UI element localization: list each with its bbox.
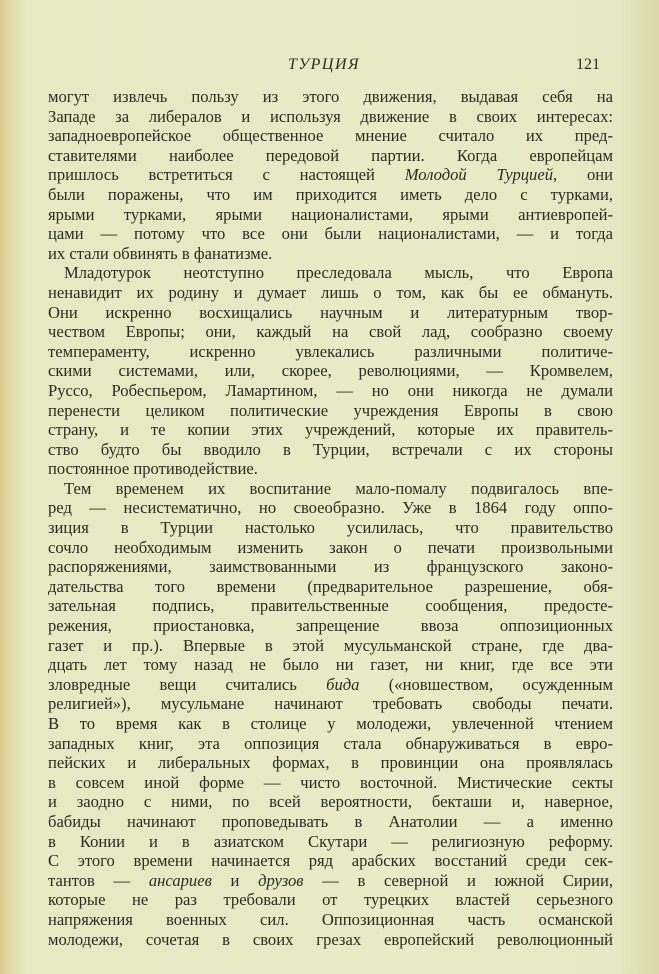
text-segment: религией»), мусульмане начинают требовать свободы печати.: [48, 694, 613, 714]
italic-term: бида: [326, 674, 360, 694]
text-line: [48, 263, 613, 283]
text-segment: Младотурок неотступно преследовала мысль, что Европа: [64, 263, 613, 283]
text-segment: западноевропейское общественное мнение считало их пред-: [48, 126, 613, 146]
text-line: [48, 165, 613, 185]
text-line: [48, 871, 613, 891]
text-segment: газет и пр.). Впервые в этой мусульманской стране, где два-: [48, 635, 613, 655]
text-line: [48, 910, 613, 930]
text-segment: и заодно с ними, по всей вероятности, бекташи и, наверное,: [48, 792, 613, 812]
text-line: [48, 714, 613, 734]
text-segment: режения, приостановка, запрещение ввоза оппозиционных: [48, 616, 613, 636]
paragraph: [48, 263, 613, 479]
text-segment: темпераменту, искренно увлекались различными политиче-: [48, 341, 613, 361]
text-segment: дцать лет тому назад не было ни газет, ни книг, где все эти: [48, 655, 613, 675]
text-line: [48, 675, 613, 695]
text-segment: чеством Европы; они, каждый на свой лад, сообразно своему: [48, 322, 613, 342]
text-line: [48, 322, 613, 342]
text-segment: ненавидит их родину и думает лишь о том, как бы ее обмануть.: [48, 282, 613, 302]
text-segment: тантов —: [48, 870, 149, 890]
text-segment: бабиды начинают проповедывать в Анатолии — а именно: [48, 811, 613, 831]
text-segment: ство будто бы вводило в Турции, встречали с их стороны: [48, 439, 613, 459]
text-segment: Руссо, Робеспьером, Ламартином, — но они никогда не думали: [48, 380, 613, 400]
text-line: [48, 420, 613, 440]
text-line: [48, 459, 613, 479]
running-header: [48, 56, 600, 78]
text-line: [48, 146, 613, 166]
text-segment: зиция в Турции настолько усилилась, что правительство: [48, 518, 613, 538]
text-segment: западных книг, эта оппозиция стала обнаруживаться в евро-: [48, 733, 613, 753]
italic-term: Молодой Турцией: [404, 165, 554, 185]
text-line: [48, 518, 613, 538]
text-segment: зательная подпись, правительственные сообщения, предосте-: [48, 596, 613, 616]
text-segment: напряжения военных сил. Оппозиционная часть османской: [48, 909, 613, 929]
text-line: [48, 792, 613, 812]
text-segment: С этого времени начинается ряд арабских восстаний среди сек-: [48, 851, 613, 871]
text-segment: постоянное противодействие.: [48, 459, 258, 479]
text-segment: Они искренно восхищались научным и литературным твор-: [48, 302, 613, 322]
text-segment: были поражены, что им приходится иметь дело с турками,: [48, 184, 613, 204]
text-segment: Западе за либералов и используя движение в своих интересах:: [48, 106, 613, 126]
text-line: [48, 773, 613, 793]
text-segment: которые не раз требовали от турецких властей серьезного: [48, 890, 613, 910]
text-line: [48, 694, 613, 714]
text-line: [48, 655, 613, 675]
running-title: ТУРЦИЯ: [287, 56, 361, 73]
text-line: [48, 440, 613, 460]
text-segment: страну, и те копии этих учреждений, которые их правитель-: [48, 420, 613, 440]
text-line: [48, 303, 613, 323]
text-line: [48, 361, 613, 381]
text-line: [48, 930, 613, 950]
text-line: [48, 126, 613, 146]
text-segment: ставителями наиболее передовой партии. Когда европейцам: [48, 145, 613, 165]
text-line: [48, 812, 613, 832]
italic-term: ансариев: [148, 870, 212, 890]
text-line: [48, 87, 613, 107]
text-line: [48, 224, 613, 244]
text-segment: пейских и либеральных формах, в провинции она проявлялась: [48, 753, 613, 773]
text-segment: ярыми турками, ярыми националистами, ярыми антиевропей-: [48, 204, 613, 224]
text-line: [48, 185, 613, 205]
paragraph: [48, 479, 613, 949]
text-line: [48, 498, 613, 518]
text-segment: могут извлечь пользу из этого движения, выдавая себя на: [48, 87, 613, 106]
text-segment: В то время как в столице у молодежи, увлеченной чтением: [48, 714, 613, 733]
text-line: [48, 577, 613, 597]
text-line: [48, 205, 613, 225]
text-segment: дательства того времени (предварительное разрешение, обя-: [48, 576, 613, 596]
text-segment: («новшеством, осужденным: [359, 674, 613, 694]
text-line: [48, 538, 613, 558]
text-line: [48, 734, 613, 754]
text-line: [48, 342, 613, 362]
text-segment: ред — несистематично, но своеобразно. Уже в 1864 году оппо-: [48, 498, 613, 518]
text-line: [48, 401, 613, 421]
text-segment: сочло необходимым изменить закон о печати произвольными: [48, 537, 613, 557]
italic-term: друзов: [258, 870, 304, 890]
text-line: [48, 244, 613, 264]
text-segment: в совсем иной форме — чисто восточной. Мистические секты: [48, 772, 613, 792]
text-line: [48, 596, 613, 616]
text-line: [48, 283, 613, 303]
text-line: [48, 479, 613, 499]
text-line: [48, 636, 613, 656]
text-segment: молодежи, сочетая в своих грезах европейский революционный: [48, 929, 613, 949]
text-line: [48, 381, 613, 401]
text-segment: распоряжениями, заимствованными из французского законо-: [48, 557, 613, 577]
text-line: [48, 890, 613, 910]
page-number: 121: [576, 56, 600, 73]
text-line: [48, 557, 613, 577]
text-segment: зловредные вещи считались: [48, 674, 327, 694]
text-line: [48, 616, 613, 636]
text-segment: их стали обвинять в фанатизме.: [48, 243, 273, 263]
text-segment: пришлось встретиться с настоящей: [48, 165, 405, 185]
text-segment: Тем временем их воспитание мало-помалу подвигалось впе-: [64, 478, 613, 498]
body-text: [48, 87, 613, 949]
text-segment: , они: [553, 165, 614, 185]
text-line: [48, 753, 613, 773]
text-line: [48, 851, 613, 871]
text-segment: перенести целиком политические учреждения Европы в свою: [48, 400, 613, 420]
text-line: [48, 832, 613, 852]
text-segment: скими системами, или, скорее, революциями, — Кромвелем,: [48, 361, 613, 381]
text-line: [48, 107, 613, 127]
text-segment: и: [211, 870, 259, 890]
text-segment: в Конии и в азиатском Скутари — религиозную реформу.: [48, 831, 613, 851]
text-segment: — в северной и южной Сирии,: [303, 870, 613, 890]
text-segment: цами — потому что все они были националистами, — и тогда: [48, 224, 613, 244]
paragraph: [48, 87, 613, 263]
